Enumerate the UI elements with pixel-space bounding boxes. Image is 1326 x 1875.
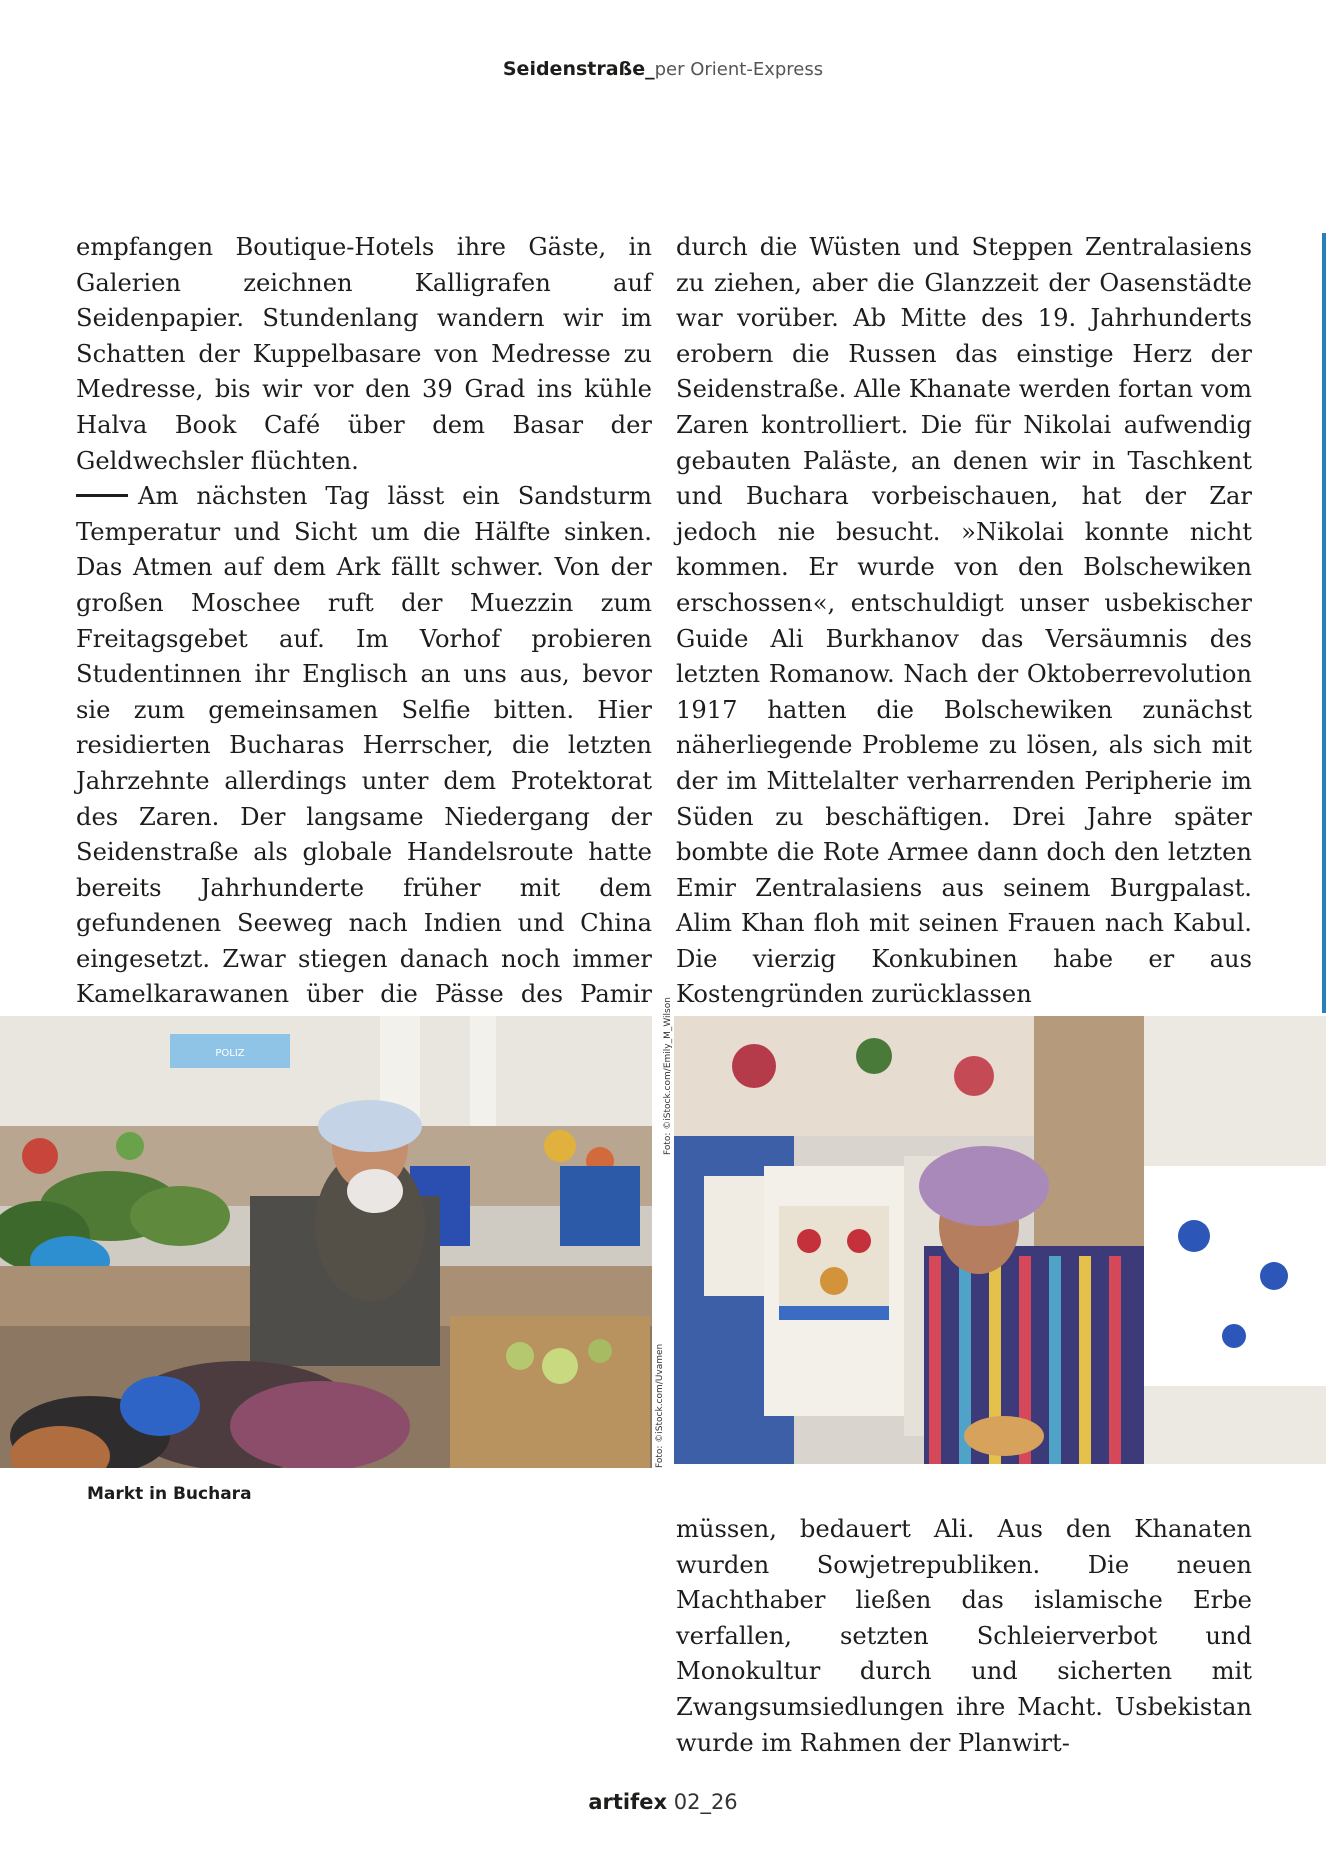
photo-credit-right: Foto: ©iStock.com/Uvamen	[655, 1343, 665, 1468]
issue-number: 02_26	[673, 1790, 738, 1814]
header-title: Seidenstraße_	[502, 58, 655, 80]
article-paragraph-with-dash	[76, 479, 652, 1049]
article-column-right	[676, 230, 1252, 1013]
page-edge-accent	[1322, 233, 1326, 1013]
article-column-left	[76, 230, 652, 1049]
market-photo	[0, 1016, 652, 1468]
page-footer	[0, 1790, 1326, 1814]
article-paragraph: müssen, bedauert Ali. Aus den Khanaten wurden Sowjetrepubliken. Die neuen Machthaber ließen das islamische Erbe verfallen, setzten Schleierverbot und Monokultur durch und sicherten mit Zwangsumsiedlungen ihre Macht. Usbekistan wurde im Rahmen der Planwirt-	[676, 1515, 1252, 1757]
running-header	[0, 58, 1326, 80]
header-subtitle: per Orient-Express	[654, 59, 824, 80]
article-column-right-continued	[676, 1512, 1252, 1761]
photo-credit-left: Foto: ©iStock.com/Emily_M_Wilson	[663, 997, 673, 1155]
textile-vendor-photo	[674, 1016, 1326, 1464]
article-paragraph: empfangen Boutique-Hotels ihre Gäste, in Galerien zeichnen Kalligrafen auf Seidenpapier. Stundenlang wandern wir im Schatten der Kuppelbasare von Medresse zu Medresse, bis wir vor den 39 Grad ins kühle Halva Book Café über dem Basar der Geldwechsler flüchten.	[76, 233, 652, 475]
paragraph-dash	[76, 494, 128, 497]
photo-caption: Markt in Buchara	[87, 1484, 252, 1504]
article-paragraph: durch die Wüsten und Steppen Zentralasiens zu ziehen, aber die Glanzzeit der Oasenstädte war vorüber. Ab Mitte des 19. Jahrhunderts erobern die Russen das einstige Herz der Seidenstraße. Alle Khanate werden fortan vom Zaren kontrolliert. Die für Nikolai aufwendig gebauten Paläste, an denen wir in Taschkent und Buchara vorbeischauen, hat der Zar jedoch nie besucht. »Nikolai konnte nicht kommen. Er wurde von den Bolschewiken erschossen«, entschuldigt unser usbekischer Guide Ali Burkhanov das Versäumnis des letzten Romanow. Nach der Oktoberrevolution 1917 hatten die Bolschewiken zunächst näherliegende Probleme zu lösen, als sich mit der im Mittelalter verharrenden Peripherie im Süden zu beschäftigen. Drei Jahre später bombte die Rote Armee dann doch den letzten Emir Zentralasiens aus seinem Burgpalast. Alim Khan floh mit seinen Frauen nach Kabul. Die vierzig Konkubinen habe er aus Kostengründen zurücklassen	[676, 233, 1252, 1009]
market-sign-text: POLIZ	[215, 1048, 245, 1059]
magazine-name: artifex	[588, 1790, 668, 1814]
article-paragraph-text: Am nächsten Tag lässt ein Sandsturm Temperatur und Sicht um die Hälfte sinken. Das Atmen auf dem Ark fällt schwer. Von der großen Moschee ruft der Muezzin zum Freitagsgebet auf. Im Vorhof probieren Studentinnen ihr Englisch an uns aus, bevor sie zum gemeinsamen Selfie bitten. Hier residierten Bucharas Herrscher, die letzten Jahrzehnte allerdings unter dem Protektorat des Zaren. Der langsame Niedergang der Seidenstraße als globale Handelsroute hatte bereits Jahrhunderte früher mit dem gefundenen Seeweg nach Indien und China eingesetzt. Zwar stiegen danach noch immer Kamelkarawanen über die Pässe des Pamir	[76, 482, 652, 1009]
